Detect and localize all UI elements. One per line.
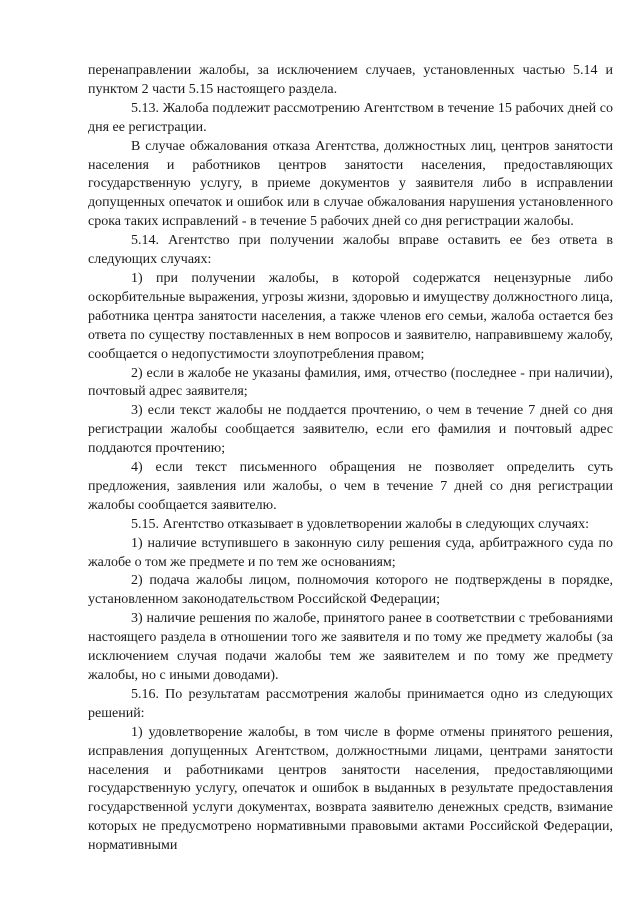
paragraph-5-15-item-3: 3) наличие решения по жалобе, принятого ранее в соответствии с требованиями настоящего раздела в отношении того же заявителя и по тому же предмету жалобы (за исключением случая подачи жалобы тем же заявителем и по тому же предмету жалобы, но с иными доводами). [88,611,613,683]
paragraph-5-14-item-3: 3) если текст жалобы не поддается прочтению, о чем в течение 7 дней со дня регистрации жалобы сообщается заявителю, если его фамилия и почтовый адрес поддаются прочтению; [88,403,613,457]
paragraph-5-13: 5.13. Жалоба подлежит рассмотрению Агентством в течение 15 рабочих дней со дня ее регистрации. [88,100,613,135]
paragraph-5-16-item-1: 1) удовлетворение жалобы, в том числе в форме отмены принятого решения, исправления допущенных Агентством, должностными лицами, центрами занятости населения и работниками центров занятости населения, предоставляющими государственную услугу, опечаток и ошибок в выданных в результате предоставления государственной услуги документах, возврата заявителю денежных средств, взимание которых не предусмотрено нормативными правовыми актами Российской Федерации, нормативными [88,724,613,854]
paragraph-5-14: 5.14. Агентство при получении жалобы вправе оставить ее без ответа в следующих случаях: [88,233,613,268]
paragraph-5-15-item-1: 1) наличие вступившего в законную силу решения суда, арбитражного суда по жалобе о том же предмете и по тем же основаниям; [88,535,613,570]
paragraph-5-14-item-1: 1) при получении жалобы, в которой содержатся нецензурные либо оскорбительные выражения, угрозы жизни, здоровью и имуществу должностного лица, работника центра занятости населения, а также членов его семьи, жалоба остается без ответа по существу поставленных в нем вопросов и заявителю, направившему жалобу, сообщается о недопустимости злоупотребления правом; [88,270,613,362]
paragraph-5-14-item-4: 4) если текст письменного обращения не позволяет определить суть предложения, заявления или жалобы, о чем в течение 7 дней со дня регистрации жалобы сообщается заявителю. [88,460,613,513]
document-page [88,62,613,856]
paragraph-5-15-item-2: 2) подача жалобы лицом, полномочия которого не подтверждены в порядке, установленном законодательством Российской Федерации; [88,573,613,608]
paragraph-5-16: 5.16. По результатам рассмотрения жалобы принимается одно из следующих решений: [88,686,613,721]
paragraph-continuation: перенаправлении жалобы, за исключением случаев, установленных частью 5.14 и пунктом 2 части 5.15 настоящего раздела. [88,63,613,97]
paragraph-5-14-item-2: 2) если в жалобе не указаны фамилия, имя, отчество (последнее - при наличии), почтовый адрес заявителя; [88,365,613,400]
paragraph-5-15: 5.15. Агентство отказывает в удовлетворении жалобы в следующих случаях: [131,516,589,532]
paragraph-5-13-appeal: В случае обжалования отказа Агентства, должностных лиц, центров занятости населения и работников центров занятости населения, предоставляющих государственную услугу, в приеме документов у заявителя либо в исправлении допущенных опечаток и ошибок или в случае обжалования нарушения установленного срока таких исправлений - в течение 5 рабочих дней со дня регистрации жалобы. [88,138,613,230]
